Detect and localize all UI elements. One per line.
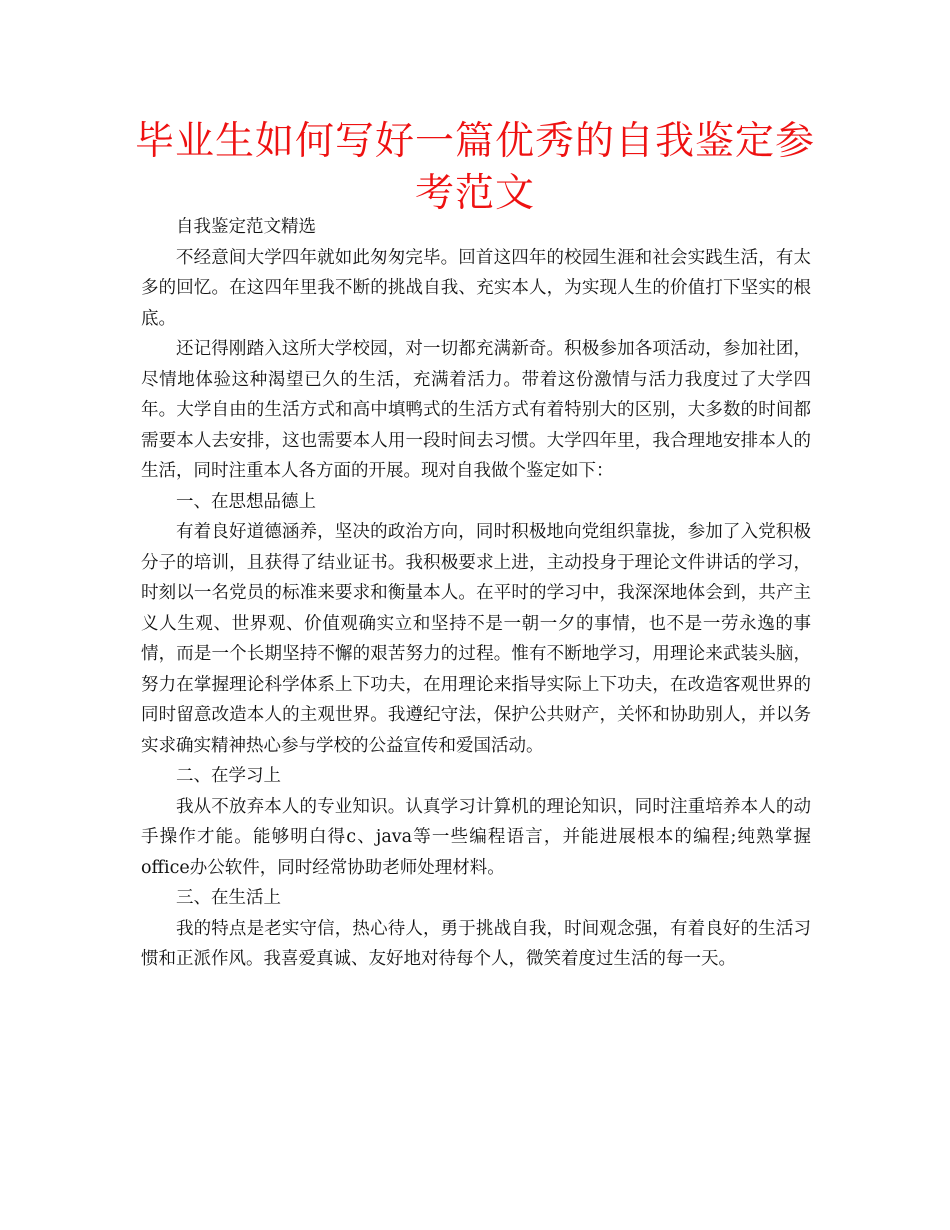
- document-body: [141, 212, 811, 975]
- section-heading-intro: 自我鉴定范文精选: [176, 217, 316, 237]
- paragraph: 不经意间大学四年就如此匆匆完毕。回首这四年的校园生涯和社会实践生活，有太多的回忆。在这四年里我不断的挑战自我、充实本人，为实现人生的价值打下坚实的根底。: [141, 247, 811, 329]
- section-heading-study: 二、在学习上: [176, 766, 281, 786]
- section-heading-life: 三、在生活上: [176, 888, 281, 908]
- paragraph: 我的特点是老实守信，热心待人，勇于挑战自我，时间观念强，有着良好的生活习惯和正派作风。我喜爱真诚、友好地对待每个人，微笑着度过生活的每一天。: [141, 918, 811, 969]
- document-title: 毕业生如何写好一篇优秀的自我鉴定参考范文: [134, 119, 815, 216]
- paragraph: 有着良好道德涵养，坚决的政治方向，同时积极地向党组织靠拢，参加了入党积极分子的培训，且获得了结业证书。我积极要求上进，主动投身于理论文件讲话的学习，时刻以一名党员的标准来要求和衡量本人。在平时的学习中，我深深地体会到，共产主义人生观、世界观、价值观确实立和坚持不是一朝一夕的事情，也不是一劳永逸的事情，而是一个长期坚持不懈的艰苦努力的过程。惟有不断地学习，用理论来武装头脑，努力在掌握理论科学体系上下功夫，在用理论来指导实际上下功夫，在改造客观世界的同时留意改造本人的主观世界。我遵纪守法，保护公共财产，关怀和协助别人，并以务实求确实精神热心参与学校的公益宣传和爱国活动。: [141, 522, 811, 756]
- section-heading-moral: 一、在思想品德上: [176, 491, 316, 512]
- paragraph: 还记得刚踏入这所大学校园，对一切都充满新奇。积极参加各项活动，参加社团，尽情地体验这种渴望已久的生活，充满着活力。带着这份激情与活力我度过了大学四年。大学自由的生活方式和高中填鸭式的生活方式有着特别大的区别，大多数的时间都需要本人去安排，这也需要本人用一段时间去习惯。大学四年里，我合理地安排本人的生活，同时注重本人各方面的开展。现对自我做个鉴定如下：: [141, 339, 811, 481]
- paragraph: 我从不放弃本人的专业知识。认真学习计算机的理论知识，同时注重培养本人的动手操作才能。能够明白得c、java等一些编程语言，并能进展根本的编程;纯熟掌握office办公软件，同时经常协助老师处理材料。: [141, 796, 811, 878]
